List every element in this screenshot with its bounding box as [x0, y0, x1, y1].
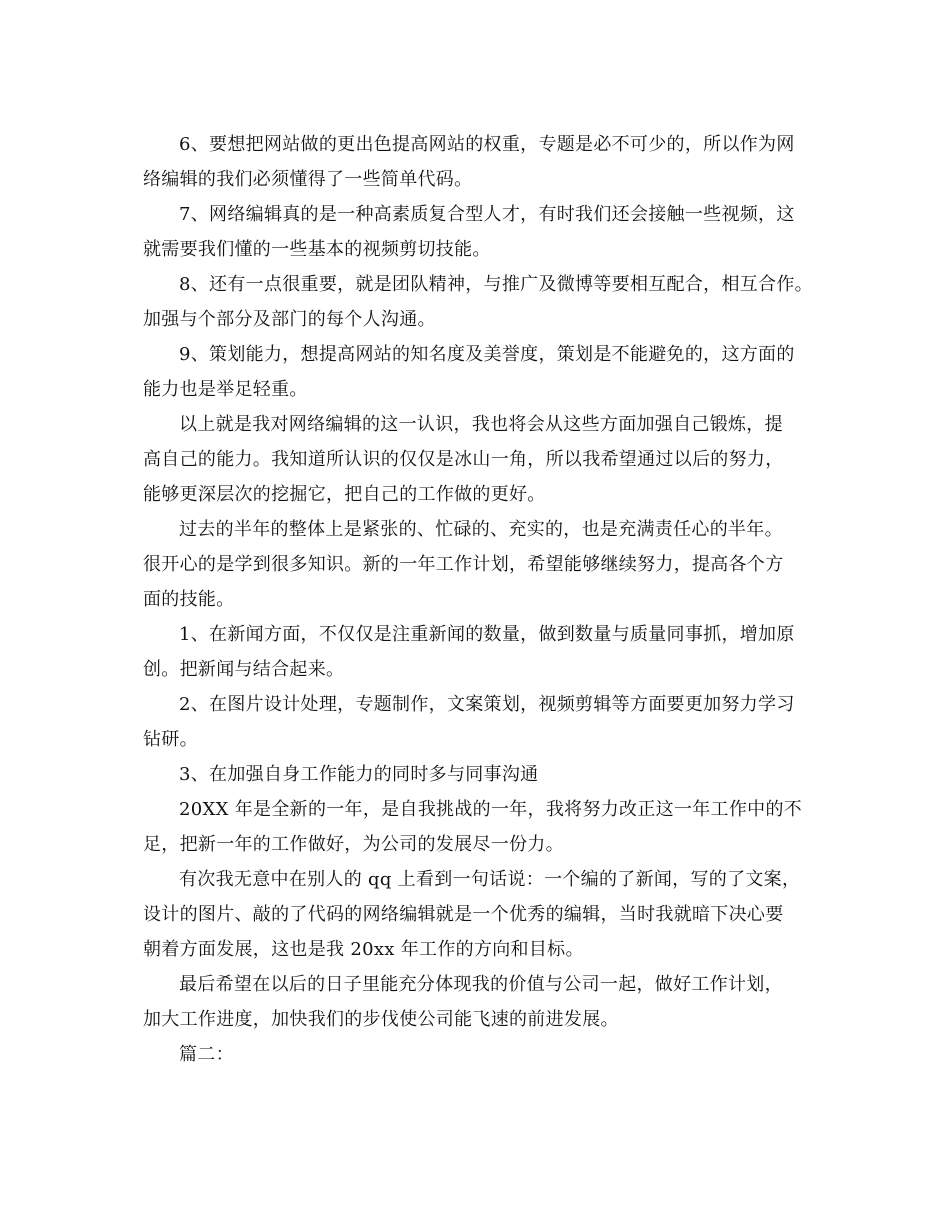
paragraph-line: 8、还有一点很重要，就是团队精神，与推广及微博等要相互配合，相互合作。 — [179, 274, 813, 295]
paragraph-line: 过去的半年的整体上是紧张的、忙碌的、充实的，也是充满责任心的半年。 — [179, 519, 783, 540]
paragraph-line: 足，把新一年的工作做好，为公司的发展尽一份力。 — [143, 834, 564, 855]
paragraph-9 — [143, 337, 823, 407]
paragraph-line: 钻研。 — [143, 729, 198, 750]
document-body — [143, 127, 823, 1072]
paragraph-line: 3、在加强自身工作能力的同时多与同事沟通 — [179, 764, 539, 785]
paragraph-7 — [143, 197, 823, 267]
paragraph-line: 能力也是举足轻重。 — [143, 379, 308, 400]
paragraph-line: 1、在新闻方面，不仅仅是注重新闻的数量，做到数量与质量同事抓，增加原 — [179, 624, 795, 645]
paragraph-line: 20XX 年是全新的一年，是自我挑战的一年，我将努力改正这一年工作中的不 — [179, 799, 803, 820]
paragraph-8 — [143, 267, 823, 337]
paragraph-line: 加强与个部分及部门的每个人沟通。 — [143, 309, 436, 330]
paragraph-new-year — [143, 792, 823, 862]
paragraph-line: 9、策划能力，想提高网站的知名度及美誉度，策划是不能避免的，这方面的 — [179, 344, 795, 365]
paragraph-line: 高自己的能力。我知道所认识的仅仅是冰山一角，所以我希望通过以后的努力， — [143, 449, 784, 470]
paragraph-summary — [143, 407, 823, 512]
paragraph-line: 很开心的是学到很多知识。新的一年工作计划，希望能够继续努力，提高各个方 — [143, 554, 784, 575]
paragraph-plan-3 — [143, 757, 823, 792]
paragraph-line: 设计的图片、敲的了代码的网络编辑就是一个优秀的编辑，当时我就暗下决心要 — [143, 904, 784, 925]
paragraph-line: 面的技能。 — [143, 589, 235, 610]
paragraph-plan-1 — [143, 617, 823, 687]
paragraph-line: 最后希望在以后的日子里能充分体现我的价值与公司一起，做好工作计划， — [179, 974, 783, 995]
paragraph-half-year — [143, 512, 823, 617]
paragraph-plan-2 — [143, 687, 823, 757]
paragraph-line: 朝着方面发展，这也是我 20xx 年工作的方向和目标。 — [143, 939, 584, 960]
paragraph-line: 2、在图片设计处理，专题制作，文案策划，视频剪辑等方面要更加努力学习 — [179, 694, 795, 715]
paragraph-line: 络编辑的我们必须懂得了一些简单代码。 — [143, 169, 473, 190]
paragraph-qq-quote — [143, 862, 823, 967]
section-heading-part-two — [143, 1037, 823, 1072]
paragraph-line: 篇二： — [179, 1044, 234, 1065]
paragraph-line: 加大工作进度，加快我们的步伐使公司能飞速的前进发展。 — [143, 1009, 619, 1030]
paragraph-line: 就需要我们懂的一些基本的视频剪切技能。 — [143, 239, 491, 260]
paragraph-line: 有次我无意中在别人的 qq 上看到一句话说：一个编的了新闻，写的了文案， — [179, 869, 801, 890]
paragraph-line: 能够更深层次的挖掘它，把自己的工作做的更好。 — [143, 484, 546, 505]
paragraph-6 — [143, 127, 823, 197]
paragraph-line: 6、要想把网站做的更出色提高网站的权重，专题是必不可少的，所以作为网 — [179, 134, 795, 155]
paragraph-closing — [143, 967, 823, 1037]
paragraph-line: 以上就是我对网络编辑的这一认识，我也将会从这些方面加强自己锻炼，提 — [179, 414, 783, 435]
paragraph-line: 7、网络编辑真的是一种高素质复合型人才，有时我们还会接触一些视频，这 — [179, 204, 795, 225]
paragraph-line: 创。把新闻与结合起来。 — [143, 659, 345, 680]
